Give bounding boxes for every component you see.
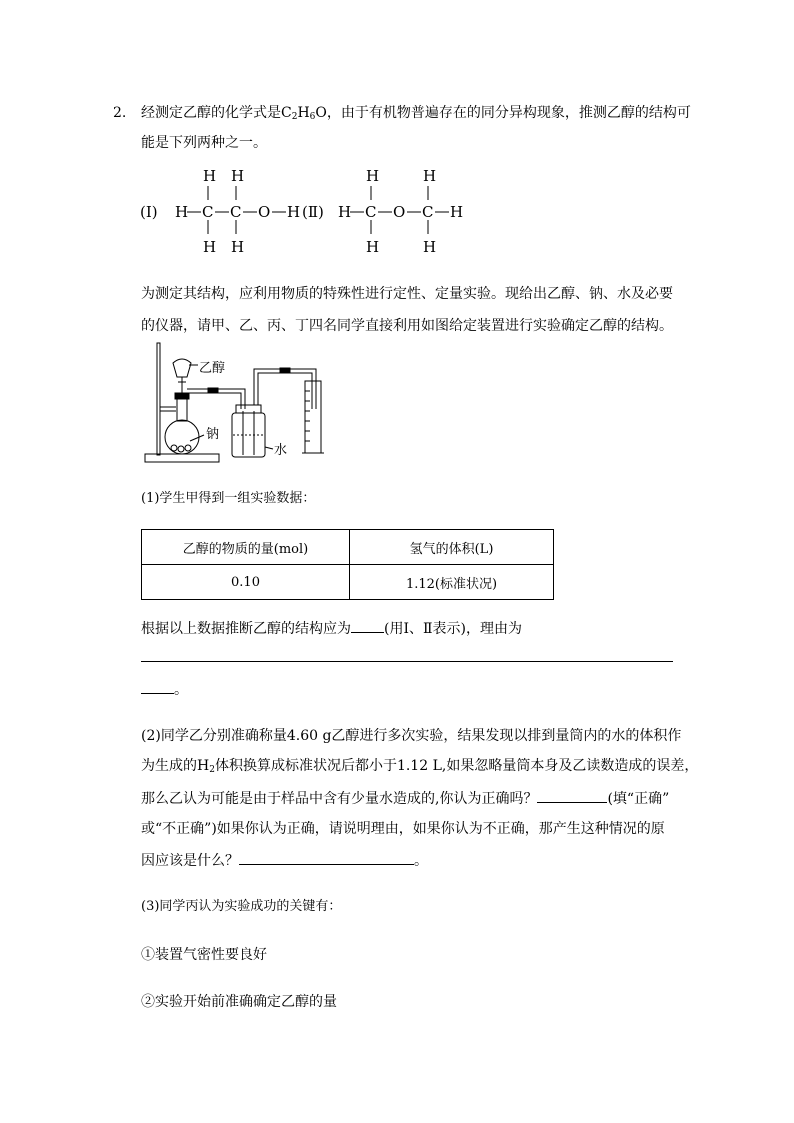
intro-sub-1: 2 (291, 112, 298, 122)
part2-line-3-b: (填“正确” (607, 791, 670, 807)
s2-c2: C (422, 203, 434, 221)
s1-c1-h-top: H (203, 167, 217, 185)
part2-line-5-b: 。 (414, 853, 428, 869)
part1-end-mark: 。 (174, 682, 188, 698)
label-water: 水 (274, 443, 288, 458)
table-header-row (142, 530, 554, 565)
question-number: 2. (113, 105, 127, 121)
s1-h-left: H (175, 203, 189, 221)
answer-blank-reason-end[interactable] (141, 679, 174, 694)
part1-question-b: (用Ⅰ、Ⅱ表示)，理由为 (384, 621, 522, 637)
part2-line-2-b: 体积换算成标准状况后都小于1.12 L,如果忽略量筒本身及乙读数造成的误差， (214, 758, 699, 774)
s1-o: O (258, 203, 271, 221)
table-header-cell: 氢气的体积(L) (350, 530, 554, 565)
part1-end-line (141, 679, 188, 700)
part2-line-2-sub: 2 (209, 765, 215, 775)
part3-item-1: ①装置气密性要良好 (141, 947, 267, 963)
structure-2-label: (Ⅱ) (302, 203, 324, 221)
label-ethanol: 乙醇 (199, 361, 226, 376)
part2-line-1: (2)同学乙分别准确称量4.60 g乙醇进行多次实验，结果发现以排到量筒内的水的体积作 (141, 728, 682, 744)
intro-text-mid: H (297, 105, 310, 121)
s1-c2-h-top: H (231, 167, 245, 185)
s1-c1-h-bottom: H (203, 238, 217, 256)
structural-formulas (135, 166, 475, 256)
part1-intro: (1)学生甲得到一组实验数据： (141, 491, 316, 506)
instruction-line-2: 的仪器，请甲、乙、丙、丁四名同学直接利用如图给定装置进行实验确定乙醇的结构。 (141, 318, 673, 334)
part3-item-2: ②实验开始前准确确定乙醇的量 (141, 994, 337, 1010)
answer-blank-cause[interactable] (239, 850, 414, 865)
s2-c2-h-top: H (423, 167, 437, 185)
answer-blank-structure[interactable] (351, 618, 384, 633)
part1-question (141, 618, 522, 639)
instruction-line-1: 为测定其结构，应利用物质的特殊性进行定性、定量实验。现给出乙醇、钠、水及必要 (141, 286, 673, 302)
part2-line-2-a: 为生成的H (141, 758, 210, 774)
answer-blank-correct[interactable] (537, 788, 607, 803)
s2-c1: C (365, 203, 377, 221)
table-cell: 0.10 (142, 565, 350, 600)
part2-line-3-a: 那么乙认为可能是由于样品中含有少量水造成的,你认为正确吗？ (141, 791, 538, 807)
part1-question-a: 根据以上数据推断乙醇的结构应为 (141, 621, 351, 637)
part2-line-3 (141, 788, 669, 809)
part2-line-4: 或“不正确”)如果你认为正确，请说明理由，如果你认为不正确，那产生这种情况的原 (141, 821, 665, 837)
part3-intro: (3)同学丙认为实验成功的关键有： (141, 899, 342, 914)
s1-h-right: H (287, 203, 301, 221)
s2-o: O (393, 203, 406, 221)
structure-1-label: (Ⅰ) (140, 203, 158, 221)
s2-c1-h-top: H (366, 167, 380, 185)
s1-c2: C (230, 203, 242, 221)
intro-text-a: 经测定乙醇的化学式是C (141, 105, 292, 121)
s2-h-right: H (450, 203, 464, 221)
intro-text-b: O，由于有机物普遍存在的同分异构现象，推测乙醇的结构可 (315, 105, 691, 121)
apparatus-diagram (140, 341, 340, 466)
s2-c1-h-bottom: H (366, 238, 380, 256)
label-sodium: 钠 (206, 427, 220, 442)
question-intro-line-1 (141, 103, 691, 127)
s2-h-left: H (338, 203, 352, 221)
intro-sub-2: 6 (309, 112, 316, 122)
question-intro-line-2: 能是下列两种之一。 (141, 135, 267, 151)
data-table (141, 529, 554, 600)
s1-c2-h-bottom: H (231, 238, 245, 256)
table-header-cell: 乙醇的物质的量(mol) (142, 530, 350, 565)
table-cell: 1.12(标准状况) (350, 565, 554, 600)
table-row (142, 565, 554, 600)
answer-blank-reason[interactable] (141, 661, 673, 662)
part2-line-5 (141, 850, 428, 871)
s1-c1: C (202, 203, 214, 221)
s2-c2-h-bottom: H (423, 238, 437, 256)
part2-line-2 (141, 756, 698, 780)
part2-line-5-a: 因应该是什么？ (141, 853, 239, 869)
